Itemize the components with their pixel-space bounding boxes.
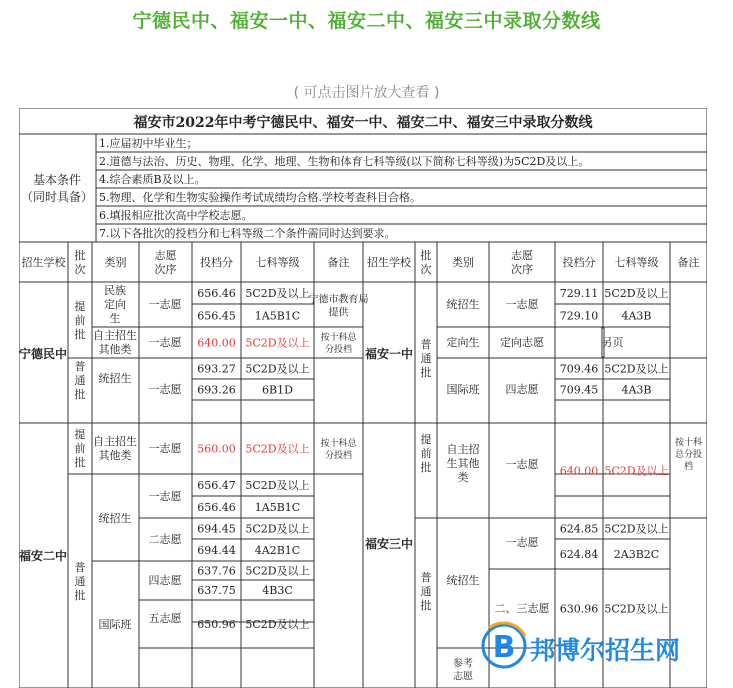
batch-label: 批 (420, 461, 432, 474)
note-text: 宁德市教育局 (308, 294, 369, 306)
grade-value: 5C2D及以上 (245, 442, 310, 456)
choice-label: 一志愿 (148, 442, 182, 455)
condition-item: 7.以下各批次的投档分和七科等级二个条件需同时达到要求。 (99, 227, 396, 240)
column-header: 类别 (452, 256, 474, 269)
grade-value: 5C2D及以上 (604, 464, 669, 478)
grade-value: 4B3C (262, 584, 293, 597)
category-label: 国际班 (446, 383, 480, 396)
choice-label: 四志愿 (505, 383, 539, 396)
batch-label: 批 (74, 388, 86, 401)
column-header: 七科等级 (614, 256, 659, 269)
condition-item: 2.道德与法治、历史、物理、化学、地理、生物和体育七科等级(以下简称七科等级)为5C2D及以上。 (99, 155, 590, 168)
score-value: 640.00 (559, 464, 599, 478)
column-header: 招生学校 (21, 256, 66, 269)
note-text: 按十科总 (320, 333, 357, 343)
grade-value: 5C2D及以上 (604, 602, 669, 616)
choice-label: 一志愿 (148, 490, 182, 503)
column-header: 投档分 (200, 256, 233, 269)
batch-label: 前 (74, 442, 86, 455)
column-header: 投档分 (562, 256, 596, 269)
category-label: 类 (457, 471, 469, 484)
score-value: 624.84 (559, 548, 599, 561)
column-header: 七科等级 (255, 256, 300, 269)
score-value: 656.46 (197, 287, 236, 300)
grade-value: 4A3B (621, 383, 652, 397)
grade-value: 5C2D及以上 (245, 564, 310, 578)
column-header: 批 (420, 249, 432, 262)
condition-item: 6.填报相应批次高中学校志愿。 (99, 209, 253, 222)
batch-label: 提 (420, 433, 432, 446)
score-table-image[interactable] (19, 108, 707, 688)
note-text: 分投档 (324, 451, 353, 461)
grade-value: 5C2D及以上 (245, 287, 310, 300)
column-header: 志愿 (154, 249, 177, 262)
choice-label: 二、三志愿 (494, 602, 550, 615)
grade-value: 5C2D及以上 (604, 522, 669, 536)
batch-label: 普 (420, 571, 432, 584)
score-value: 709.46 (559, 362, 599, 376)
choice-label: 定向志愿 (500, 336, 544, 349)
batch-label: 普 (420, 338, 432, 351)
note-text: 按十科 (674, 438, 703, 448)
category-label: 自主招生 (93, 435, 137, 448)
school-fuan3: 福安三中 (364, 537, 414, 551)
watermark-text: 邦博尔招生网 (530, 636, 681, 665)
score-value: 656.47 (197, 479, 236, 492)
grade-value: 6B1D (262, 383, 293, 397)
school-fuan2: 福安二中 (19, 549, 68, 563)
note-text: 提供 (328, 307, 349, 319)
image-hint[interactable]: ( 可点击图片放大查看 ) (293, 85, 440, 101)
grade-value: 5C2D及以上 (245, 618, 310, 631)
category-label: 统招生 (446, 298, 480, 311)
category-label: 定向 (104, 298, 126, 311)
grade-value: 5C2D及以上 (604, 362, 669, 376)
score-value: 637.75 (197, 584, 236, 597)
batch-label: 前 (420, 447, 432, 460)
category-label: 生 (109, 312, 121, 325)
score-value: 560.00 (197, 442, 236, 456)
category-label: 其他类 (98, 343, 132, 356)
category-label: 统招生 (98, 512, 132, 525)
watermark-logo-icon: B (492, 630, 516, 665)
grade-value: 2A3B2C (613, 548, 660, 561)
column-header: 备注 (677, 256, 700, 269)
basic-conditions-label: 基本条件 (32, 173, 82, 187)
page-title: 宁德民中、福安一中、福安二中、福安三中录取分数线 (132, 10, 601, 32)
score-value: 637.76 (197, 564, 236, 578)
score-value: 624.85 (559, 522, 599, 536)
category-label: 国际班 (98, 618, 132, 631)
school-ningde: 宁德民中 (19, 347, 68, 361)
column-header: 次序 (154, 263, 177, 276)
note-text: 分投档 (324, 345, 353, 355)
score-value: 656.45 (197, 309, 236, 323)
score-value: 694.44 (197, 544, 236, 557)
score-value: 694.45 (197, 522, 236, 536)
column-header: 次 (74, 263, 86, 276)
note-text: 总分投 (674, 450, 703, 460)
grade-value: 1A5B1C (254, 501, 301, 514)
category-label: 定向生 (446, 336, 480, 349)
score-table (19, 108, 707, 688)
score-value: 709.45 (559, 383, 599, 397)
batch-label: 普 (74, 360, 86, 373)
column-header: 招生学校 (367, 256, 411, 269)
grade-value: 5C2D及以上 (245, 522, 310, 536)
column-header: 批 (74, 249, 86, 262)
condition-item: 1.应届初中毕业生； (99, 137, 198, 150)
choice-label: 一志愿 (148, 336, 182, 349)
batch-label: 批 (420, 366, 432, 379)
choice-label: 参考 (453, 658, 473, 670)
choice-label: 一志愿 (505, 298, 539, 311)
choice-label: 志愿 (453, 671, 473, 683)
category-label: 统招生 (98, 372, 132, 385)
batch-label: 提 (74, 428, 86, 441)
batch-label: 普 (74, 561, 86, 574)
condition-item: 4.综合素质B及以上。 (99, 173, 206, 186)
choice-label: 四志愿 (148, 574, 182, 587)
score-value: 656.46 (197, 501, 236, 514)
category-label: 民族 (104, 284, 126, 297)
column-header: 志愿 (511, 249, 533, 262)
batch-label: 批 (74, 589, 86, 602)
choice-label: 一志愿 (148, 298, 182, 311)
grade-value: 5C2D及以上 (245, 362, 310, 376)
column-header: 备注 (327, 256, 350, 269)
batch-label: 提 (74, 300, 86, 313)
grade-value: 4A3B (621, 309, 652, 323)
score-value: 650.96 (197, 618, 236, 631)
basic-conditions-label: （同时具备） (20, 190, 94, 204)
batch-label: 通 (74, 374, 86, 387)
batch-label: 通 (420, 352, 432, 365)
choice-label: 二志愿 (148, 533, 182, 546)
category-label: 自主招 (446, 443, 480, 456)
batch-label: 通 (74, 575, 86, 588)
score-value: 693.26 (197, 383, 236, 397)
grade-value: 5C2D及以上 (245, 336, 310, 350)
column-header: 次 (420, 263, 432, 276)
choice-label: 一志愿 (148, 383, 182, 396)
note-text: 按十科总 (320, 439, 357, 449)
batch-label: 批 (74, 456, 86, 469)
score-value: 729.10 (559, 309, 599, 323)
column-header: 次序 (511, 263, 533, 276)
category-label: 其他类 (98, 449, 132, 462)
note-text: 档 (683, 462, 694, 472)
batch-label: 前 (74, 314, 86, 327)
school-fuan1: 福安一中 (364, 347, 414, 361)
grade-value: 5C2D及以上 (604, 287, 669, 300)
category-label: 自主招生 (93, 329, 137, 342)
grade-value: 1A5B1C (254, 309, 301, 323)
column-header: 类别 (104, 256, 127, 269)
batch-label: 通 (420, 585, 432, 598)
score-value: 693.27 (197, 362, 236, 376)
table-caption: 福安市2022年中考宁德民中、福安一中、福安二中、福安三中录取分数线 (133, 115, 593, 131)
choice-label: 一志愿 (505, 458, 539, 471)
condition-item: 5.物理、化学和生物实验操作考试成绩均合格.学校考查科目合格。 (99, 191, 421, 204)
score-value: 630.96 (559, 602, 599, 616)
choice-label: 五志愿 (148, 612, 182, 625)
grade-value: 5C2D及以上 (245, 479, 310, 492)
score-value: 729.11 (559, 287, 599, 300)
score-value: 640.00 (197, 336, 236, 350)
merged-note: 另页 (601, 336, 624, 349)
batch-label: 批 (420, 599, 432, 612)
batch-label: 批 (74, 328, 86, 341)
category-label: 统招生 (446, 574, 480, 587)
category-label: 生其他 (446, 457, 480, 470)
choice-label: 一志愿 (505, 536, 539, 549)
grade-value: 4A2B1C (254, 544, 301, 557)
